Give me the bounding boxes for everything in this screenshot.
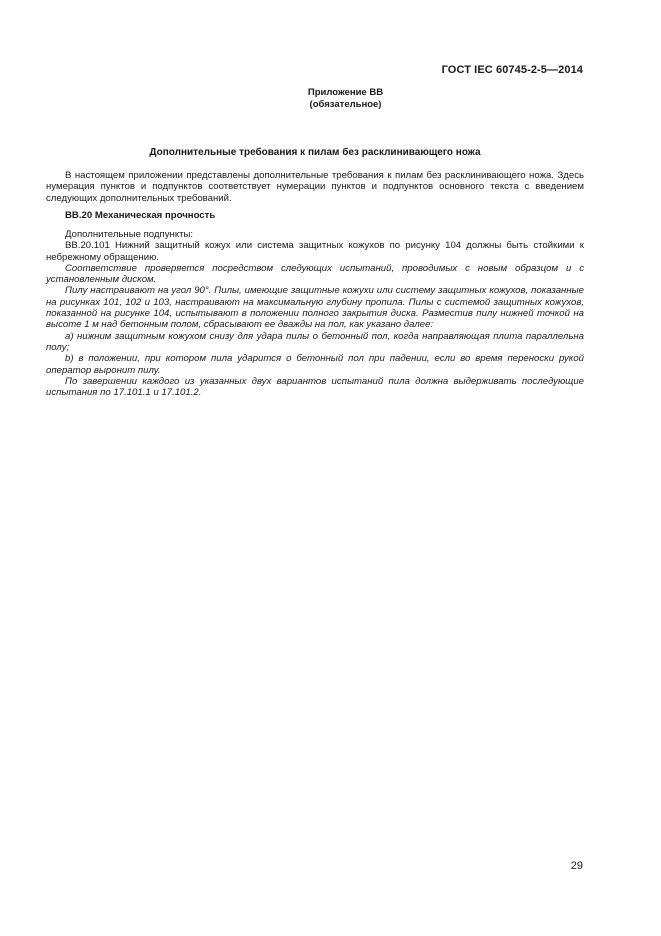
clause-paragraph-2: ВВ.20.101 Нижний защитный кожух или система защитных кожухов по рисунку 104 должны быть стойкими к небрежному обращению. [46, 240, 584, 263]
clause-paragraph-6: b) в положении, при котором пила ударится о бетонный пол при падении, если во время переноски рукой оператор выронит пилу. [46, 353, 584, 376]
annex-status: (обязательное) [309, 99, 382, 110]
page-number: 29 [570, 860, 583, 872]
clause-body [46, 229, 584, 398]
clause-paragraph-7: По завершении каждого из указанных двух вариантов испытаний пила должна выдерживать последующие испытания по 17.101.1 и 17.101.2. [46, 375, 584, 399]
clause-paragraph-4: Пилу настраивают на угол 90°. Пилы, имеющие защитные кожухи или систему защитных кожухов, показанные на рисунках 101, 102 и 103, настраивают на максимальную глубину пропила. Пилы с системой защитных кожухов, показанной на рисунке 104, испытывают в положении полного закрытия диска. Разместив пилу нижней точкой на высоте 1 м над бетонным полом, сбрасывают ее дважды на пол, как указано далее: [46, 285, 584, 331]
section-title: Дополнительные требования к пилам без расклинивающего ножа [149, 147, 481, 158]
annex-heading [0, 87, 661, 111]
clause-paragraph-5: a) нижним защитным кожухом снизу для удара пилы о бетонный пол, когда направляющая плита параллельна полу; [46, 330, 584, 353]
intro-text: В настоящем приложении представлены дополнительные требования к пилам без расклинивающего ножа. Здесь нумерация пунктов и подпунктов соответствует нумерации пунктов и подпунктов основного текста с введением следующих дополнительных требований. [46, 170, 584, 204]
annex-title: Приложение ВВ [307, 87, 384, 98]
clause-heading: ВВ.20 Механическая прочность [65, 210, 216, 221]
clause-paragraph-1: Дополнительные подпункты: [65, 229, 194, 240]
intro-paragraph [46, 170, 584, 204]
document-code: ГОСТ IEC 60745-2-5—2014 [441, 64, 583, 76]
clause-paragraph-3: Соответствие проверяется посредством следующих испытаний, проводимых с новым образцом и с установленным диском. [46, 262, 584, 286]
